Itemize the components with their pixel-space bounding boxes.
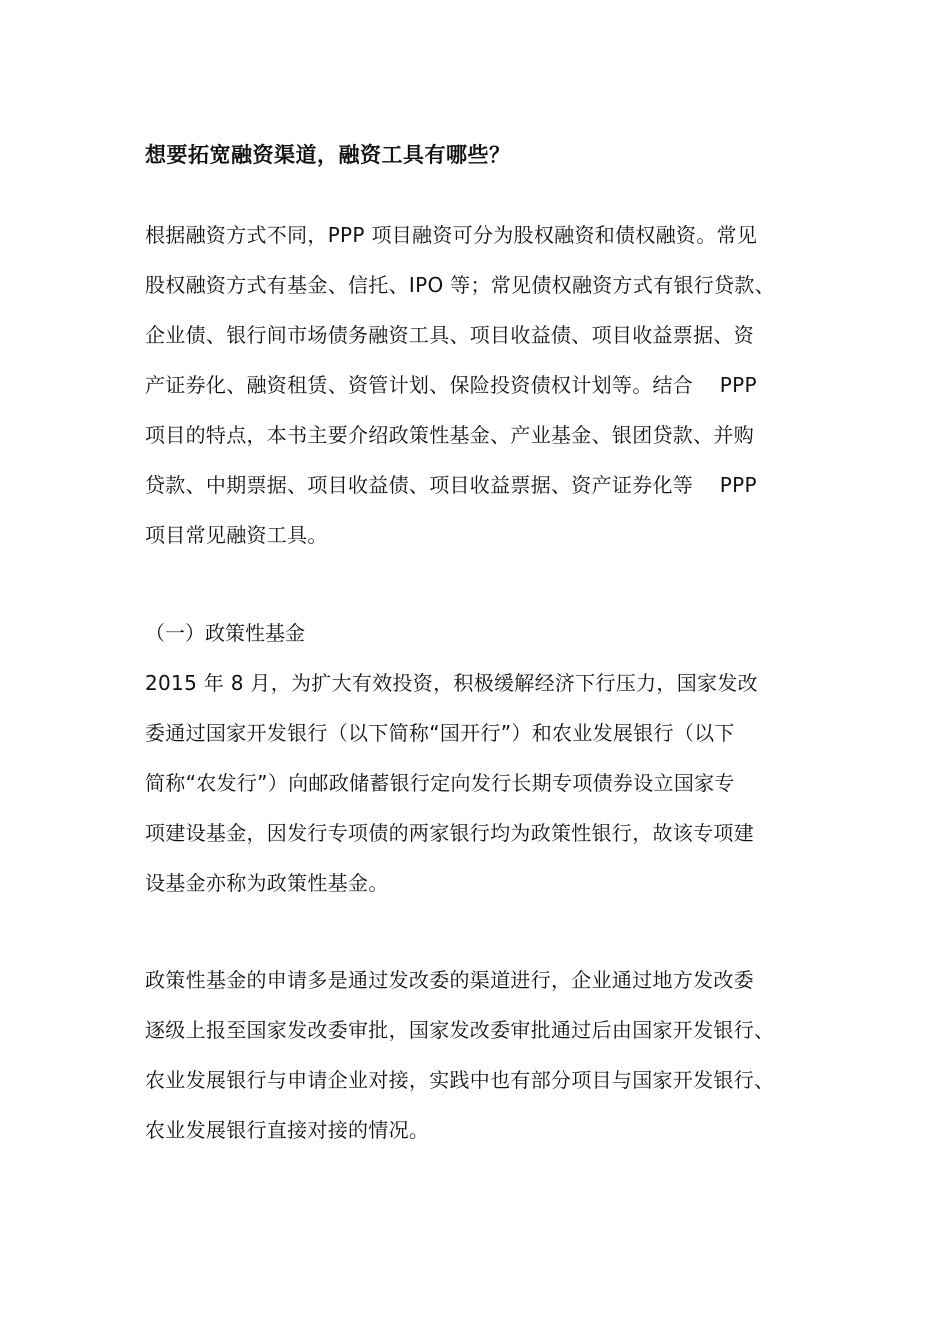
- intro-line: 项目常见融资工具。: [145, 523, 328, 547]
- section-heading: （一）政策性基金: [145, 621, 305, 645]
- application-line: 农业发展银行直接对接的情况。: [145, 1118, 430, 1142]
- section-line: 委通过国家开发银行（以下简称“国开行”）和农业发展银行（以下: [145, 721, 735, 745]
- section-line: 2015 年 8 月，为扩大有效投资，积极缓解经济下行压力，国家发改: [145, 671, 758, 695]
- section-line: 简称“农发行”）向邮政储蓄银行定向发行长期专项债券设立国家专: [145, 771, 735, 795]
- application-line: 农业发展银行与申请企业对接，实践中也有部分项目与国家开发银行、: [145, 1068, 775, 1092]
- application-line: 政策性基金的申请多是通过发改委的渠道进行，企业通过地方发改委: [145, 968, 754, 992]
- intro-paragraph: [145, 210, 825, 560]
- section-line: 设基金亦称为政策性基金。: [145, 871, 389, 895]
- application-line: 逐级上报至国家发改委审批，国家发改委审批通过后由国家开发银行、: [145, 1018, 775, 1042]
- section-paragraph: [145, 658, 825, 908]
- document-title: 想要拓宽融资渠道，融资工具有哪些？: [145, 143, 511, 167]
- section-line: 项建设基金，因发行专项债的两家银行均为政策性银行，故该专项建: [145, 821, 754, 845]
- intro-line: 股权融资方式有基金、信托、IPO 等；常见债权融资方式有银行贷款、: [145, 273, 775, 297]
- intro-line: 根据融资方式不同，PPP 项目融资可分为股权融资和债权融资。常见: [145, 223, 758, 247]
- intro-line: 贷款、中期票据、项目收益债、项目收益票据、资产证券化等 PPP: [145, 473, 757, 497]
- intro-line: 企业债、银行间市场债务融资工具、项目收益债、项目收益票据、资: [145, 323, 754, 347]
- application-paragraph: [145, 955, 825, 1155]
- intro-line: 项目的特点，本书主要介绍政策性基金、产业基金、银团贷款、并购: [145, 423, 754, 447]
- intro-line: 产证券化、融资租赁、资管计划、保险投资债权计划等。结合 PPP: [145, 373, 757, 397]
